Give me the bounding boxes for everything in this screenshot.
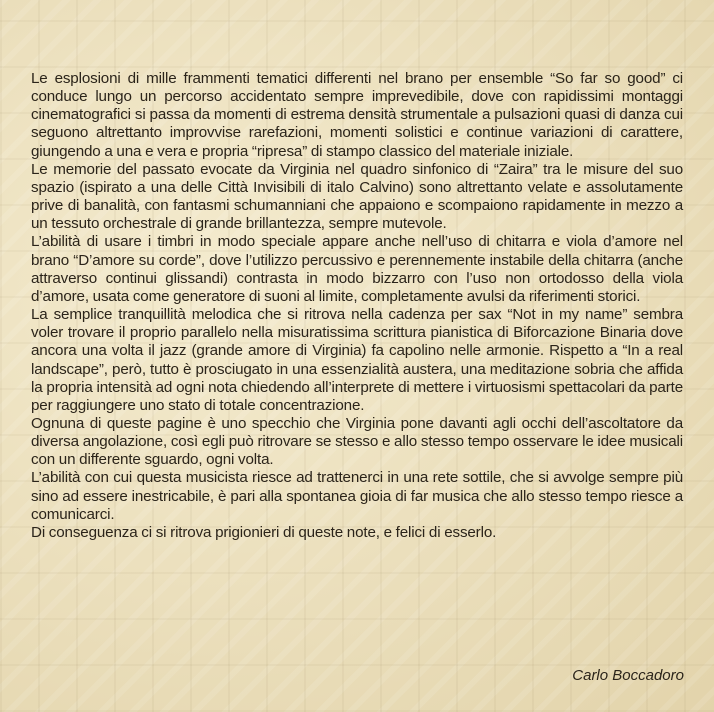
article-body: [31, 70, 683, 542]
paragraph-6: L’abilità con cui questa musicista riesce ad trattenerci in una rete sottile, che si avvolge sempre più sino ad essere inestricabile, è pari alla spontanea gioia di far musica che allo stesso tempo riesce a comunicarci.: [31, 469, 683, 523]
paragraph-5: Ognuna di queste pagine è uno specchio che Virginia pone davanti agli occhi dell’ascoltatore da diversa angolazione, così egli può ritrovare se stesso e allo stesso tempo osservare le idee musicali con un differente sguardo, ogni volta.: [31, 414, 683, 469]
paragraph-7: Di conseguenza ci si ritrova prigionieri di queste note, e felici di esserlo.: [31, 523, 497, 541]
paragraph-1: Le esplosioni di mille frammenti tematici differenti nel brano per ensemble “So far so good” ci conduce lungo un percorso accidentato sempre imprevedibile, dove con rapidissimi montaggi cinematografici si passa da momenti di estrema densità strumentale a pulsazioni quasi di danza cui seguono altrettanto improvvise rarefazioni, momenti solistici e continue variazioni di carattere, giungendo a una e vera e propria “ripresa” di stampo classico del materiale iniziale.: [31, 70, 683, 160]
paragraph-2: Le memorie del passato evocate da Virginia nel quadro sinfonico di “Zaira” tra le misure del suo spazio (ispirato a una delle Città Invisibili di italo Calvino) sono altrettanto velate e assolutamente prive di banalità, con fantasmi schumanniani che appaiono e scompaiono rapidamente in mezzo a un tessuto orchestrale di grande brillantezza, sempre mutevole.: [31, 160, 683, 233]
paragraph-3: L’abilità di usare i timbri in modo speciale appare anche nell’uso di chitarra e viola d’amore nel brano “D’amore su corde”, dove l’utilizzo percussivo e perennemente instabile della chitarra (anche attraverso continui glissandi) contrasta in modo bizzarro con l’uso non ortodosso della viola d’amore, usata come generatore di suoni al limite, completamente avulsi da riferimenti storici.: [31, 233, 683, 305]
author-signature: Carlo Boccadoro: [572, 667, 684, 684]
paragraph-4: La semplice tranquillità melodica che si ritrova nella cadenza per sax “Not in my name” sembra voler trovare il proprio parallelo nella misuratissima scrittura pianistica di Biforcazione Binaria dove ancora una volta il jazz (grande amore di Virginia) fa capolino nelle armonie. Rispetto a “In a real landscape”, però, tutto è prosciugato in una essenzialità austera, una meditazione sobria che affida la propria intensità ad ogni nota chiedendo all’interprete di mettere i virtuosismi spettacolari da parte per raggiungere uno stato di totale concentrazione.: [31, 306, 683, 414]
